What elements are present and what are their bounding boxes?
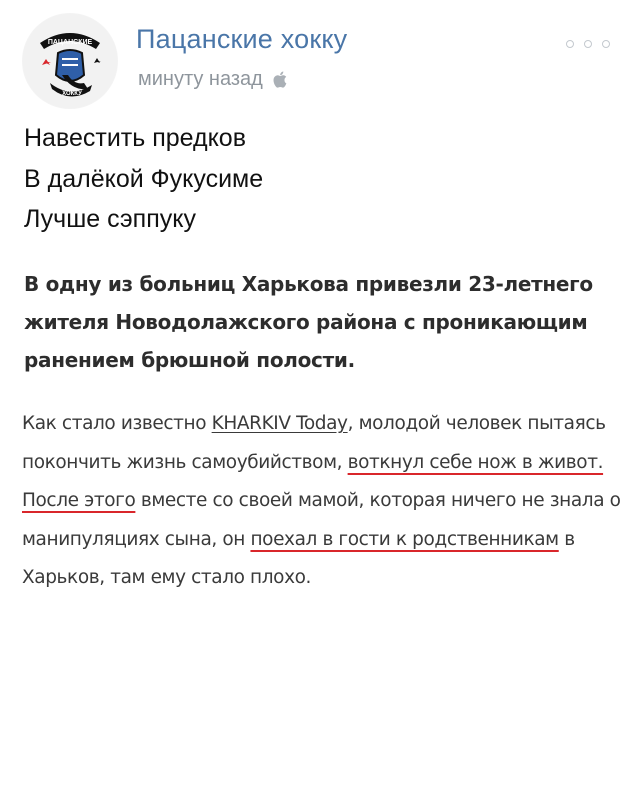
news-text: , молодой человек пытаясь покончить жизнь самоубийством, (22, 413, 606, 473)
news-source-link: KHARKIV Today (211, 413, 348, 434)
news-body (22, 405, 622, 598)
news-text: Как стало известно (22, 413, 212, 434)
group-avatar[interactable] (22, 13, 118, 109)
news-text: вместе со своей мамой, которая ничего не знала о манипуляциях сына, он (22, 490, 621, 550)
red-underlined-text: После этого (22, 490, 136, 511)
poem-line: Навестить предков (24, 124, 246, 152)
hockey-mask-logo (22, 13, 118, 109)
news-text: в Харьков, там ему стало плохо. (22, 528, 575, 588)
avatar-footer-text: ХОККУ (62, 91, 82, 97)
post-time: минуту назад (138, 68, 263, 90)
red-underlined-text: поехал в гости к родственникам (250, 528, 559, 550)
group-name-link[interactable]: Пацанские хокку (136, 24, 348, 54)
poem-line: В далёкой Фукусиме (24, 164, 264, 193)
ellipsis-icon (566, 40, 574, 48)
ellipsis-icon (584, 40, 592, 48)
poem-line: Лучше сэппуку (24, 205, 196, 233)
news-headline: В одну из больниц Харькова привезли 23-летнего жителя Новодолажского района с проникающим ранением брюшной полости. (24, 272, 593, 372)
post-text (24, 118, 263, 240)
post-meta (138, 68, 287, 91)
red-underlined-text: воткнул себе нож в живот. (347, 451, 604, 473)
more-options-button[interactable] (566, 36, 610, 52)
post-header (0, 0, 640, 110)
apple-icon (273, 71, 287, 88)
attached-news-screenshot[interactable] (22, 265, 622, 598)
avatar-banner-text: ПАЦАНСКИЕ (47, 39, 93, 46)
ellipsis-icon (602, 40, 610, 48)
